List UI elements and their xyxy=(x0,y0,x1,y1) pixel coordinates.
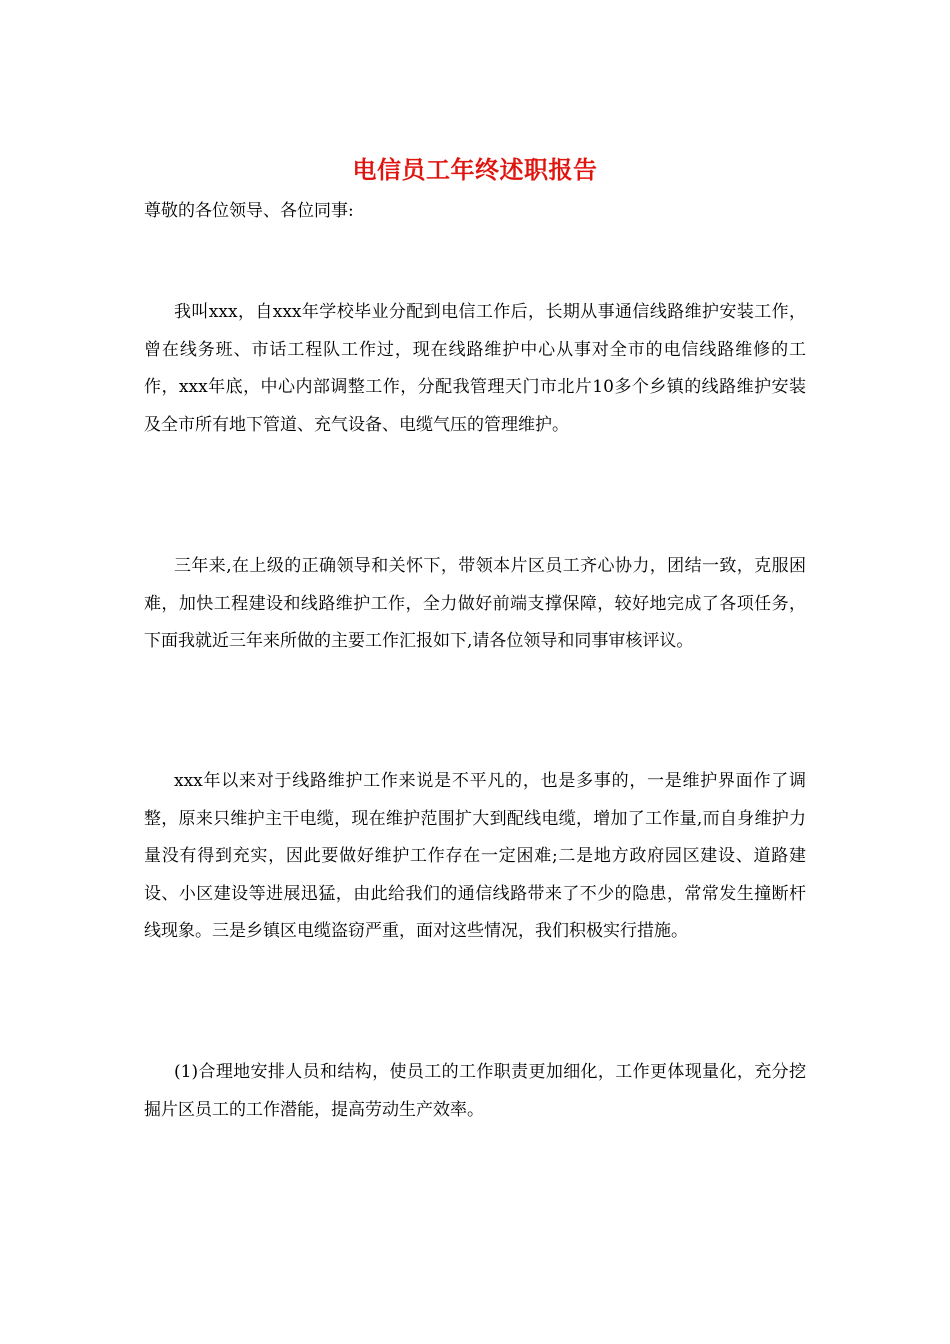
paragraph-1: 我叫xxx，自xxx年学校毕业分配到电信工作后，长期从事通信线路维护安装工作，曾在线务班、市话工程队工作过，现在线路维护中心从事对全市的电信线路维修的工作，xxx年底，中心内部调整工作，分配我管理天门市北片10多个乡镇的线路维护安装及全市所有地下管道、充气设备、电缆气压的管理维护。 xyxy=(144,302,806,435)
paragraph-3: xxx年以来对于线路维护工作来说是不平凡的，也是多事的，一是维护界面作了调整，原来只维护主干电缆，现在维护范围扩大到配线电缆，增加了工作量,而自身维护力量没有得到充实，因此要做好维护工作存在一定困难;二是地方政府园区建设、道路建设、小区建设等进展迅猛，由此给我们的通信线路带来了不少的隐患，常常发生撞断杆线现象。三是乡镇区电缆盗窃严重，面对这些情况，我们积极实行措施。 xyxy=(144,771,806,942)
paragraph-4: (1)合理地安排人员和结构，使员工的工作职责更加细化，工作更体现量化，充分挖掘片区员工的工作潜能，提高劳动生产效率。 xyxy=(144,1062,806,1120)
paragraph-2: 三年来,在上级的正确领导和关怀下，带领本片区员工齐心协力，团结一致，克服困难，加快工程建设和线路维护工作，全力做好前端支撑保障，较好地完成了各项任务，下面我就近三年来所做的主要工作汇报如下,请各位领导和同事审核评议。 xyxy=(144,556,806,652)
salutation: 尊敬的各位领导、各位同事: xyxy=(144,201,354,221)
document-title: 电信员工年终述职报告 xyxy=(352,155,598,184)
